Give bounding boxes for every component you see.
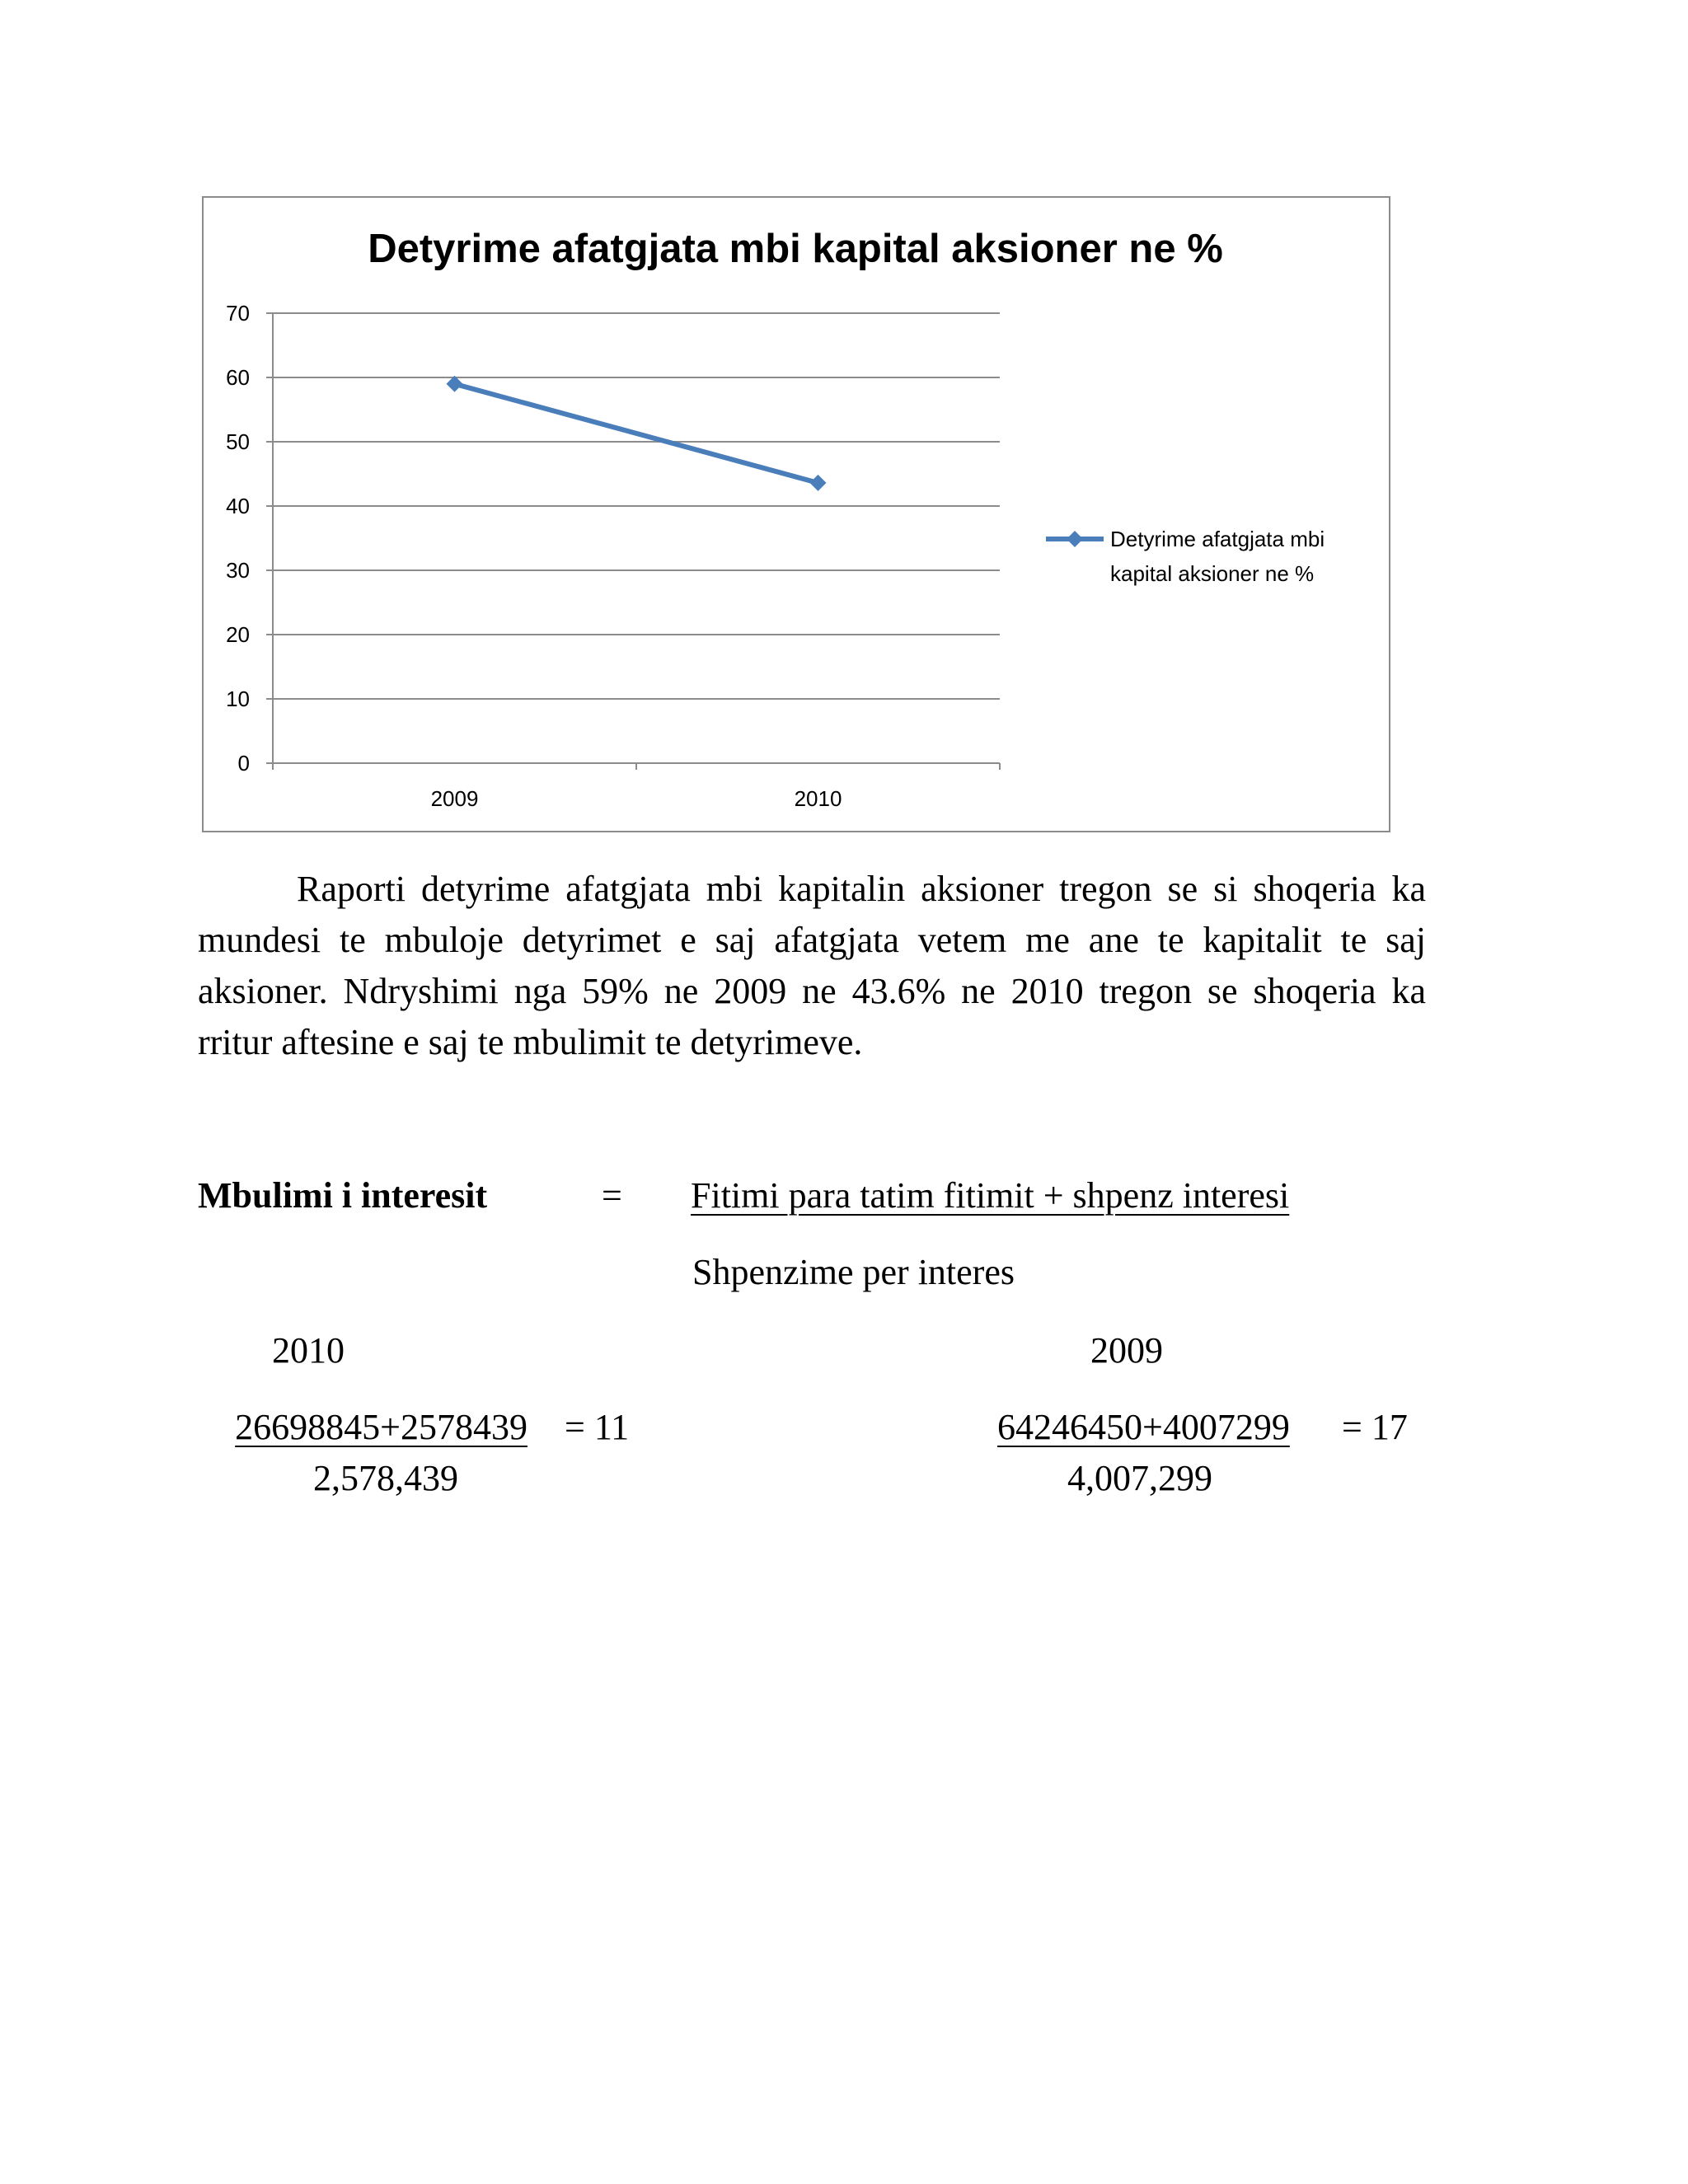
chart-series <box>447 376 827 491</box>
calc-2009-numerator: 64246450+4007299 <box>997 1407 1290 1447</box>
formula-equals: = <box>602 1175 622 1216</box>
calc-2009-denominator: 4,007,299 <box>1067 1458 1212 1498</box>
y-tick-label: 60 <box>226 365 250 390</box>
series-line <box>455 384 818 483</box>
y-tick-label: 0 <box>237 751 250 776</box>
legend-marker-swatch <box>1067 531 1083 547</box>
calc-2010-result: = 11 <box>565 1407 630 1447</box>
y-tick-label: 30 <box>226 558 250 583</box>
y-tick-label: 70 <box>226 301 250 326</box>
paragraph-line: aksioner. Ndryshimi nga 59% ne 2009 ne 43.6% ne 2010 tregon se shoqeria ka <box>198 971 1426 1011</box>
formula-numerator: Fitimi para tatim fitimit + shpenz interesi <box>691 1175 1290 1216</box>
chart-gridlines <box>273 313 1000 699</box>
paragraph-line: mundesi te mbuloje detyrimet e saj afatgjata vetem me ane te kapitalit te saj <box>198 920 1426 960</box>
calc-2010-numerator: 26698845+2578439 <box>235 1407 528 1447</box>
formula-label: Mbulimi i interesit <box>198 1175 488 1216</box>
chart-legend <box>1046 527 1325 586</box>
legend-label: Detyrime afatgjata mbi <box>1110 527 1325 551</box>
explanation-paragraph <box>198 864 1426 1068</box>
x-tick-label: 2009 <box>430 786 479 811</box>
chart-canvas <box>204 198 1389 831</box>
y-tick-label: 50 <box>226 429 250 454</box>
x-tick-label: 2010 <box>794 786 842 811</box>
y-tick-label: 10 <box>226 687 250 711</box>
data-point-marker <box>810 475 827 491</box>
formula-denominator: Shpenzime per interes <box>692 1252 1015 1292</box>
calc-2010-denominator: 2,578,439 <box>313 1458 458 1498</box>
chart-title: Detyrime afatgjata mbi kapital aksioner ne % <box>368 227 1223 271</box>
calc-2009-result: = 17 <box>1342 1407 1408 1447</box>
year-2009-heading: 2009 <box>1090 1330 1163 1371</box>
year-2010-heading: 2010 <box>272 1330 345 1371</box>
legend-label: kapital aksioner ne % <box>1110 561 1315 586</box>
y-tick-label: 20 <box>226 622 250 647</box>
y-tick-label: 40 <box>226 494 250 518</box>
paragraph-line: Raporti detyrime afatgjata mbi kapitalin aksioner tregon se si shoqeria ka <box>297 869 1426 909</box>
paragraph-line: rritur aftesine e saj te mbulimit te detyrimeve. <box>198 1022 863 1062</box>
line-chart <box>202 196 1390 832</box>
